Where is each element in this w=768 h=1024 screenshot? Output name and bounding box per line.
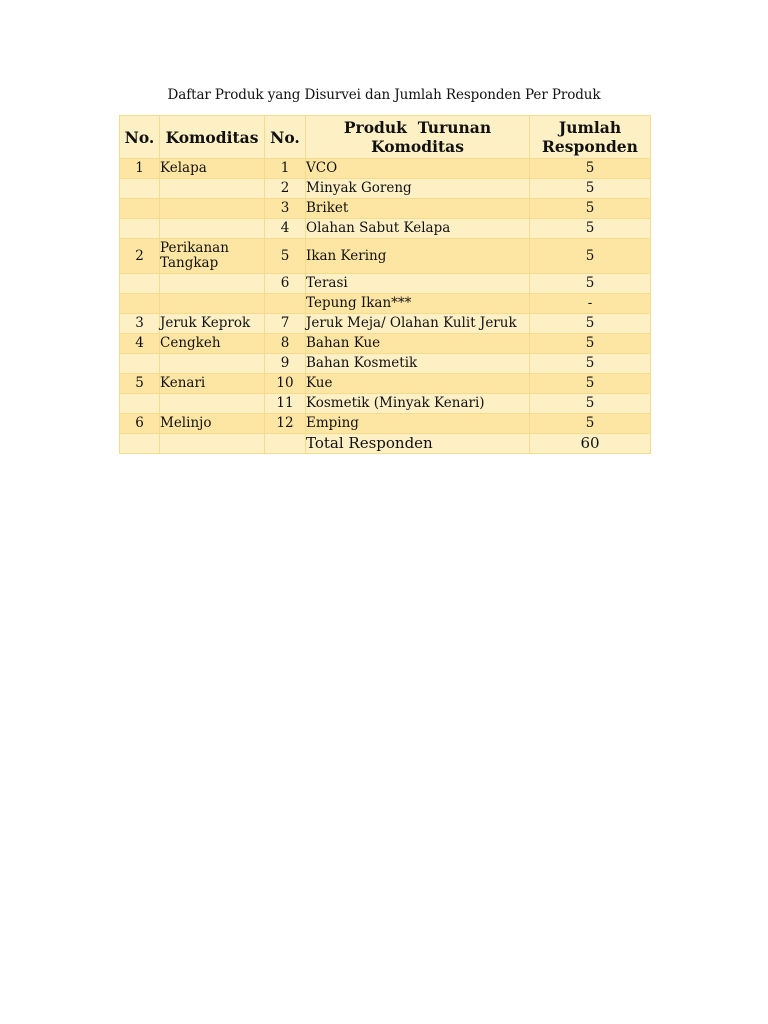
cell-komoditas — [160, 354, 265, 374]
cell-empty — [265, 434, 306, 454]
cell-jumlah: 5 — [530, 314, 651, 334]
cell-no — [120, 199, 160, 219]
cell-produk: Kosmetik (Minyak Kenari) — [306, 394, 530, 414]
cell-empty — [160, 434, 265, 454]
cell-produk-no: 12 — [265, 414, 306, 434]
cell-komoditas — [160, 394, 265, 414]
table-row — [120, 374, 651, 394]
cell-jumlah: 5 — [530, 199, 651, 219]
cell-produk: Olahan Sabut Kelapa — [306, 219, 530, 239]
cell-no: 2 — [120, 239, 160, 274]
cell-jumlah: 5 — [530, 334, 651, 354]
cell-produk-no: 3 — [265, 199, 306, 219]
cell-no: 6 — [120, 414, 160, 434]
table-row — [120, 219, 651, 239]
header-produk-line2: Komoditas — [371, 137, 464, 156]
cell-produk-no — [265, 294, 306, 314]
total-label: Total Responden — [306, 434, 530, 454]
cell-jumlah: - — [530, 294, 651, 314]
cell-komoditas — [160, 179, 265, 199]
cell-jumlah: 5 — [530, 274, 651, 294]
cell-komoditas: Jeruk Keprok — [160, 314, 265, 334]
cell-komoditas: Melinjo — [160, 414, 265, 434]
cell-produk-no: 7 — [265, 314, 306, 334]
cell-produk-no: 8 — [265, 334, 306, 354]
cell-produk-no: 11 — [265, 394, 306, 414]
cell-komoditas — [160, 294, 265, 314]
responden-table — [119, 115, 651, 454]
cell-produk-no: 4 — [265, 219, 306, 239]
cell-produk: Emping — [306, 414, 530, 434]
table-row — [120, 179, 651, 199]
cell-produk: Jeruk Meja/ Olahan Kulit Jeruk — [306, 314, 530, 334]
cell-jumlah: 5 — [530, 414, 651, 434]
total-row — [120, 434, 651, 454]
cell-no — [120, 354, 160, 374]
table-row — [120, 314, 651, 334]
table-row — [120, 159, 651, 179]
table-row — [120, 199, 651, 219]
cell-no — [120, 394, 160, 414]
cell-komoditas: Cengkeh — [160, 334, 265, 354]
cell-produk: Ikan Kering — [306, 239, 530, 274]
cell-produk-no: 9 — [265, 354, 306, 374]
header-jumlah-responden — [530, 116, 651, 159]
cell-produk: Bahan Kue — [306, 334, 530, 354]
cell-produk: Briket — [306, 199, 530, 219]
cell-komoditas: Kelapa — [160, 159, 265, 179]
header-produk-line1: Produk Turunan — [343, 118, 492, 137]
header-no-produk: No. — [265, 116, 306, 159]
header-row — [120, 116, 651, 159]
table-caption: Daftar Produk yang Disurvei dan Jumlah Responden Per Produk — [167, 87, 601, 103]
table-row — [120, 274, 651, 294]
cell-no: 1 — [120, 159, 160, 179]
header-jumlah-line2: Responden — [542, 137, 638, 156]
cell-no: 5 — [120, 374, 160, 394]
cell-komoditas — [160, 239, 265, 274]
header-no: No. — [120, 116, 160, 159]
cell-jumlah: 5 — [530, 159, 651, 179]
cell-produk-no: 2 — [265, 179, 306, 199]
cell-jumlah: 5 — [530, 239, 651, 274]
cell-no — [120, 274, 160, 294]
header-jumlah-line1: Jumlah — [558, 118, 622, 137]
cell-jumlah: 5 — [530, 219, 651, 239]
table-row — [120, 414, 651, 434]
cell-komoditas — [160, 274, 265, 294]
table-row — [120, 354, 651, 374]
cell-komoditas — [160, 199, 265, 219]
cell-komoditas — [160, 219, 265, 239]
cell-no — [120, 179, 160, 199]
cell-komoditas-line2: Tangkap — [160, 255, 219, 271]
table-row — [120, 394, 651, 414]
cell-jumlah: 5 — [530, 394, 651, 414]
cell-komoditas: Kenari — [160, 374, 265, 394]
cell-empty — [120, 434, 160, 454]
cell-produk-no: 1 — [265, 159, 306, 179]
header-produk-turunan — [306, 116, 530, 159]
cell-produk: Kue — [306, 374, 530, 394]
cell-no — [120, 219, 160, 239]
cell-no — [120, 294, 160, 314]
table-row — [120, 334, 651, 354]
table-row — [120, 294, 651, 314]
cell-produk-no: 10 — [265, 374, 306, 394]
cell-produk: Bahan Kosmetik — [306, 354, 530, 374]
cell-no: 3 — [120, 314, 160, 334]
cell-komoditas-line1: Perikanan — [160, 240, 229, 256]
cell-produk: Terasi — [306, 274, 530, 294]
cell-jumlah: 5 — [530, 179, 651, 199]
cell-produk-no: 5 — [265, 239, 306, 274]
total-value: 60 — [530, 434, 651, 454]
table-row — [120, 239, 651, 274]
cell-produk: Tepung Ikan*** — [306, 294, 530, 314]
cell-jumlah: 5 — [530, 354, 651, 374]
cell-no: 4 — [120, 334, 160, 354]
cell-produk-no: 6 — [265, 274, 306, 294]
header-komoditas: Komoditas — [160, 116, 265, 159]
cell-produk: VCO — [306, 159, 530, 179]
cell-produk: Minyak Goreng — [306, 179, 530, 199]
cell-jumlah: 5 — [530, 374, 651, 394]
